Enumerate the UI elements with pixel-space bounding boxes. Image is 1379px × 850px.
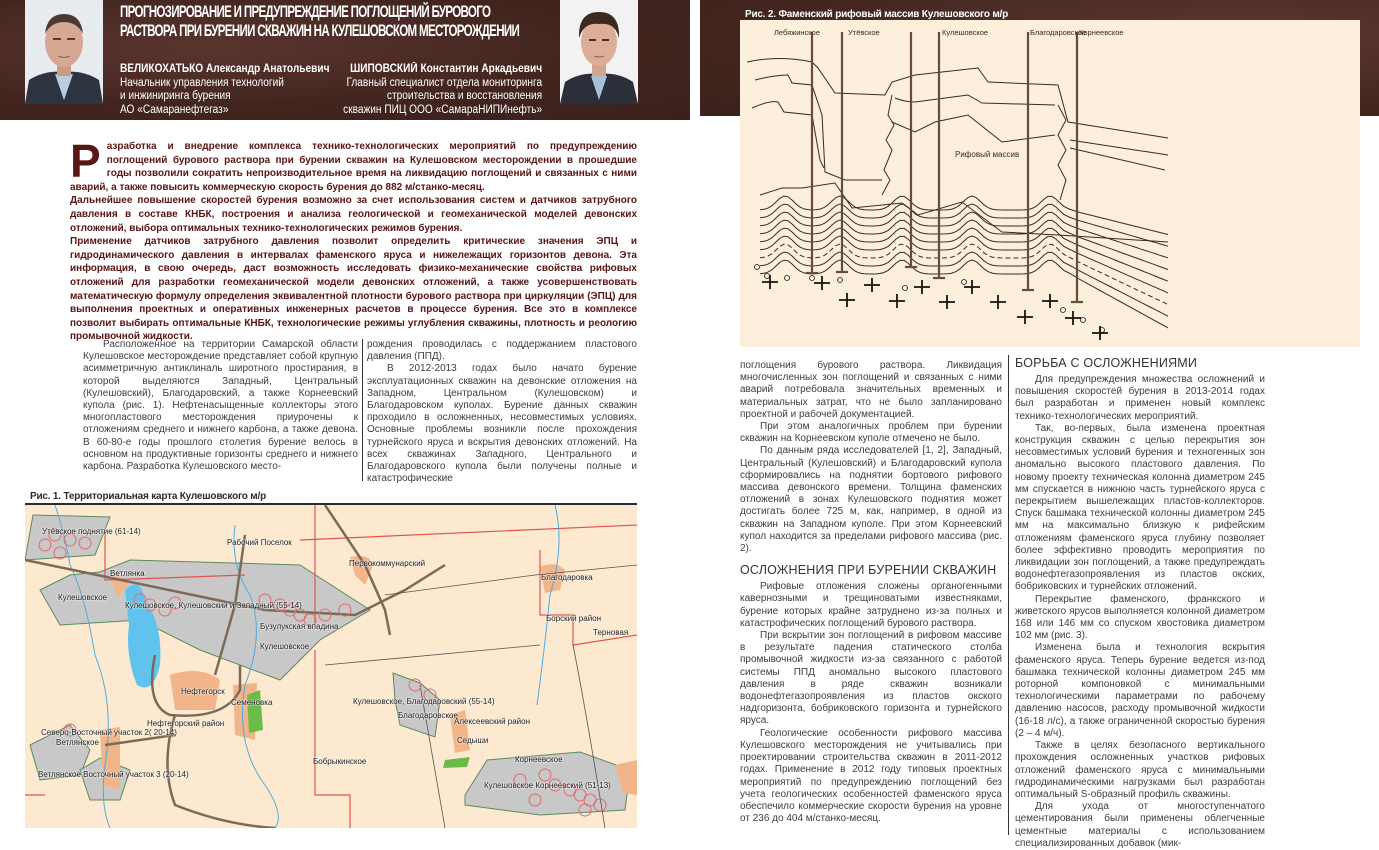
map-label: Ветлянка [110, 569, 145, 578]
well-label: Утёвское [848, 28, 880, 37]
author-position: строительства и восстановления [386, 90, 542, 102]
author-position: Главный специалист отдела мониторинга [346, 76, 542, 89]
author-photo-velikokhatko [25, 0, 103, 104]
body-paragraph: Также в целях безопасного вертикального прохождения осложненных участков рифовых отложений фаменского яруса с минимальными гидродинамическими нагрузками был разработан оптимальный S-образный профиль скважины. [1015, 740, 1265, 800]
pebble-symbol [810, 276, 815, 281]
body-paragraph: Изменена была и технология вскрытия фаменского яруса. Теперь бурение ведется из-под башмака технической колонны диаметром 245 мм роторной компоновкой с минимальными технологическими параметрами по рабочему давлению насосов, расходу промывочной жидкости (16-18 л/с), а также ограниченной скоростью бурения (2 – 4 м/ч). [1015, 642, 1265, 739]
map-label: Кулешовское, Кулешовский и Западный (55-14) [125, 601, 302, 610]
body-paragraph: Для предупреждения множества осложнений и повышения скоростей бурения в 2013-2014 годах был разработан и применен новый комплекс технико-технологических мероприятий. [1015, 374, 1265, 422]
map-label: Борский район [546, 614, 602, 623]
field-area [40, 560, 370, 680]
map-label: Нефтегорский район [147, 719, 225, 728]
map-label: Благодаровка [541, 573, 593, 582]
lead-paragraph: Дальнейшее повышение скоростей бурения возможно за счет использования систем и датчиков затрубного давления в составе КНБК, построения и анализа геологической и геомеханической моделей девонских отложений, выбора оптимальных технико-технологических режимов бурения. [70, 195, 637, 234]
basement-cross [939, 295, 955, 309]
pebble-symbol [962, 280, 967, 285]
map-label: Седыши [457, 736, 489, 745]
left-column-1 [83, 339, 358, 473]
author-block-1 [120, 63, 329, 117]
basement-cross [1065, 311, 1081, 325]
column-divider [362, 339, 363, 481]
map-label: Первокоммунарский [349, 559, 426, 568]
well-label: Корнеевское [1079, 28, 1124, 37]
basement-cross [1017, 310, 1033, 324]
figure-1-caption: Рис. 1. Территориальная карта Кулешовского м/р [30, 491, 266, 502]
territorial-map [25, 505, 637, 828]
drop-cap: Р [70, 135, 101, 187]
figure-2-caption: Рис. 2. Фаменский рифовый массив Кулешовского м/р [745, 9, 1009, 20]
reef-massif-cross-section [740, 20, 1360, 347]
author-company: скважин ПИЦ ООО «СамараНИПИнефть» [343, 103, 542, 116]
horizon-line [760, 260, 1168, 328]
body-paragraph: Перекрытие фаменского, франкского и живетского ярусов выполняется колонной диаметром 168 или 146 мм со спуском хвостовика диаметром 102 мм (рис. 3). [1015, 593, 1265, 642]
horizon-line [1070, 148, 1165, 170]
reef-massif-label: Рифовый массив [955, 150, 1020, 159]
section-heading: ОСЛОЖНЕНИЯ ПРИ БУРЕНИИ СКВАЖИН [740, 563, 997, 578]
horizon-line [892, 115, 1055, 142]
map-label: Нефтегорск [181, 687, 225, 696]
map-label: Алексеевский район [454, 717, 530, 726]
body-paragraph: рождения проводилась с поддержанием пластового давления (ППД). [367, 339, 637, 363]
horizon-line [1070, 140, 1168, 155]
body-paragraph: Рифовые отложения сложены органогенными кавернозными и трещиноватыми известняками, бурение которых крайне затруднено из-за полных и катастрофических поглощений бурового раствора. [740, 581, 1002, 629]
left-column-2 [367, 339, 637, 485]
forest [247, 690, 263, 733]
basement-cross [914, 280, 930, 294]
map-label: Ветлянское [56, 738, 99, 747]
basement-cross [1042, 294, 1058, 308]
pebble-symbol [838, 278, 843, 283]
map-label: Кулешовское Корнеевский (51-13) [484, 781, 611, 790]
reef-flank [1058, 105, 1066, 200]
map-label: Кулешовское [58, 593, 108, 602]
pebble-symbol [1061, 308, 1066, 313]
article-title [120, 2, 519, 40]
map-label: Ветлянское Восточный участок 3 (20-14) [38, 770, 189, 779]
author-name: Александр Анатольевич [205, 63, 330, 75]
section-heading: БОРЬБА С ОСЛОЖНЕНИЯМИ [1015, 356, 1198, 370]
horizon-line [895, 95, 1055, 105]
map-label: Благодаровское [398, 711, 458, 720]
map-label: Рабочий Поселок [227, 538, 292, 547]
basement-cross [814, 276, 830, 290]
map-label: Северо-Восточный участок 2( 20-14) [41, 728, 177, 737]
pebble-symbol [785, 276, 790, 281]
map-label: Кулешовское, Благодаровский (55-14) [353, 697, 495, 706]
author-position: и инжиниринга бурения [120, 90, 231, 102]
well-label: Кулешовское [942, 28, 989, 37]
body-paragraph: поглощения бурового раствора. Ликвидация многочисленных зон поглощений и связанных с ними аварий потребовала значительных временных и материальных затрат, что не было запланировано проектной и рабочей документацией. [740, 360, 1002, 420]
basement-cross [990, 295, 1006, 309]
map-label: Семеновка [231, 698, 273, 707]
article-lead [70, 135, 637, 344]
horizon-line [760, 220, 1168, 270]
horizon-line [755, 75, 882, 180]
map-label: Терновая [593, 628, 629, 637]
title-line: РАСТВОРА ПРИ БУРЕНИИ СКВАЖИН НА КУЛЕШОВСКОМ МЕСТОРОЖДЕНИИ [120, 21, 520, 40]
right-column-2 [1015, 352, 1265, 850]
horizon-line [760, 228, 1168, 281]
pebble-symbol [755, 265, 760, 270]
forest [443, 757, 470, 768]
author-block-2 [343, 63, 542, 117]
reef-flank [882, 95, 894, 195]
title-line: ПРОГНОЗИРОВАНИЕ И ПРЕДУПРЕЖДЕНИЕ ПОГЛОЩЕНИЙ БУРОВОГО [120, 2, 491, 21]
body-paragraph: В 2012-2013 годах было начато бурение эксплуатационных скважин на девонские отложения на Западном, Центральном (Кулешовском) и Благодаровском куполах. Бурение данных скважин проходило в осложненных, несовместимых условиях. Основные проблемы возникли после прохождения турнейского яруса и вскрытия девонских отложений. На всех скважинах Западного, Центрального и Благодаровского купола были получены полные и катастрофические [367, 363, 637, 485]
lead-paragraph: Применение датчиков затрубного давления позволит определить критические значения ЭПЦ и гидродинамического давления в интервалах фаменского яруса и нижележащих горизонтов девона. Эта информация, в свою очередь, даст возможность исследовать физико-механические свойства рифовых отложений для разработки геомеханической модели девонских отложений, а также усовершенствовать математическую формулу определения эквивалентной плотности бурового раствора при циркуляции (ЭПЦ) для выполнения проектных и оперативных инженерных расчетов в процессе бурения. Все это в комплексе позволит выбирать оптимальные КНБК, технологические режимы углубления скважины, плотность и реологию промывочной жидкости. [70, 236, 637, 343]
map-label: Корнеевское [515, 755, 563, 764]
body-paragraph: Для ухода от многоступенчатого цементирования были применены облегченные цементные материалы с использованием специализированных добавок (мик- [1015, 801, 1265, 849]
body-paragraph: Так, во-первых, была изменена проектная конструкция скважин с целью перекрытия зон несовместимых условий бурения и техногенных зон аномально высокого пластового давления. По новому проекту техническая колонна диаметром 245 мм спускается в нижнюю часть турнейского яруса с перекрытием вышележащих пластов-коллекторов. Спуск башмака технической колонны диаметром 245 мм на максимально близкую к рифейским отложениям фаменского яруса глубину позволяет более эффективно проводить мероприятия по ликвидации зон поглощений, а также предупреждать водонефтегазопроявления из пластов окских, бобриковских и турнейских отложений. [1015, 422, 1265, 593]
author-photo-shipovsky [560, 0, 638, 104]
author-surname: ШИПОВСКИЙ [349, 63, 418, 75]
column-divider [1008, 355, 1009, 835]
basement-cross [864, 278, 880, 292]
district-border [300, 525, 637, 540]
body-paragraph: По данным ряда исследователей [1, 2], Западный, Центральный (Кулешовский) и Благодаровский купола сформировались на поднятии бортового рифового массива девонского времени. Толщина фаменских отложений в зонах Кулешовского поднятия может достигать более 725 м, как, например, в одной из скважин на Западном куполе. При этом Корнеевский купол находится за пределами рифового массива (рис. 2). [740, 445, 1002, 555]
well-label: Благодаровское [1030, 28, 1087, 37]
horizon-line [760, 244, 1168, 305]
pebble-symbol [765, 274, 770, 279]
horizon-line [747, 59, 1168, 139]
author-position: Начальник управления технологий [120, 76, 284, 89]
lead-paragraph: азработка и внедрение комплекса технико-технологических мероприятий по предупреждению поглощений бурового раствора при бурении скважин на Кулешовском месторождении в прошедшие годы позволили сократить непроизводительное время на ликвидацию поглощений и связанных с ними аварий, а также повысить коммерческую скорость бурения до 882 м/станко-месяц. [70, 141, 637, 193]
horizon-line [752, 102, 824, 168]
body-paragraph: Расположенное на территории Самарской области Кулешовское месторождение представляет собой крупную асимметричную антиклиналь широтного простирания, в которой выделяются Западный, Центральный (Кулешовский), Благодаровский, а также Корнеевский купола (рис. 1). Нефтенасыщенные коллекторы этого многопластового месторождения приурочены к отложениям среднего и нижнего карбона, а также девона. В 60-80-е годы прошлого столетия бурение велось в основном на продуктивные горизонты среднего и нижнего карбона. Разработка Кулешовского место- [83, 339, 358, 473]
author-name: Константин Аркадьевич [420, 63, 542, 75]
district-border [315, 505, 350, 828]
author-company: АО «Самаранефтегаз» [120, 103, 229, 116]
basement-cross [889, 294, 905, 308]
pebble-symbol [903, 286, 908, 291]
body-paragraph: При вскрытии зон поглощений в рифовом массиве в результате падения статического столба промывочной жидкости из-за связанного с работой системы ППД аномально высокого пластового давления в ряде скважин возникали водонефтегазопроявления из пластов окского надгоризонта, бобриковского горизонта и турнейского яруса. [740, 630, 1002, 727]
road-minor [325, 645, 540, 665]
right-column-1 [740, 360, 1002, 825]
author-surname: ВЕЛИКОХАТЬКО [120, 63, 204, 75]
map-label: Бобрыкинское [313, 757, 367, 766]
body-paragraph: При этом аналогичных проблем при бурении скважин на Корнеевском куполе отмечено не было. [740, 421, 1002, 445]
map-label: Бузулукская впадина [260, 622, 339, 631]
pebble-symbol [1081, 318, 1086, 323]
well-label: Лебяжинское [774, 28, 821, 37]
body-paragraph: Геологические особенности рифового массива Кулешовского месторождения не учитывались при проектировании строительства скважин в 2011-2012 годах. Применение в 2012 году типовых проектных мероприятий по предупреждению поглощений без учета геологических особенностей фаменского яруса обеспечило коммерческие скорости бурения на уровне от 236 до 404 м/станко-месяц. [740, 727, 1002, 825]
map-label: Кулешовское [260, 642, 310, 651]
basement-cross [839, 293, 855, 307]
map-label: Утёвское поднятие (61-14) [42, 527, 141, 536]
